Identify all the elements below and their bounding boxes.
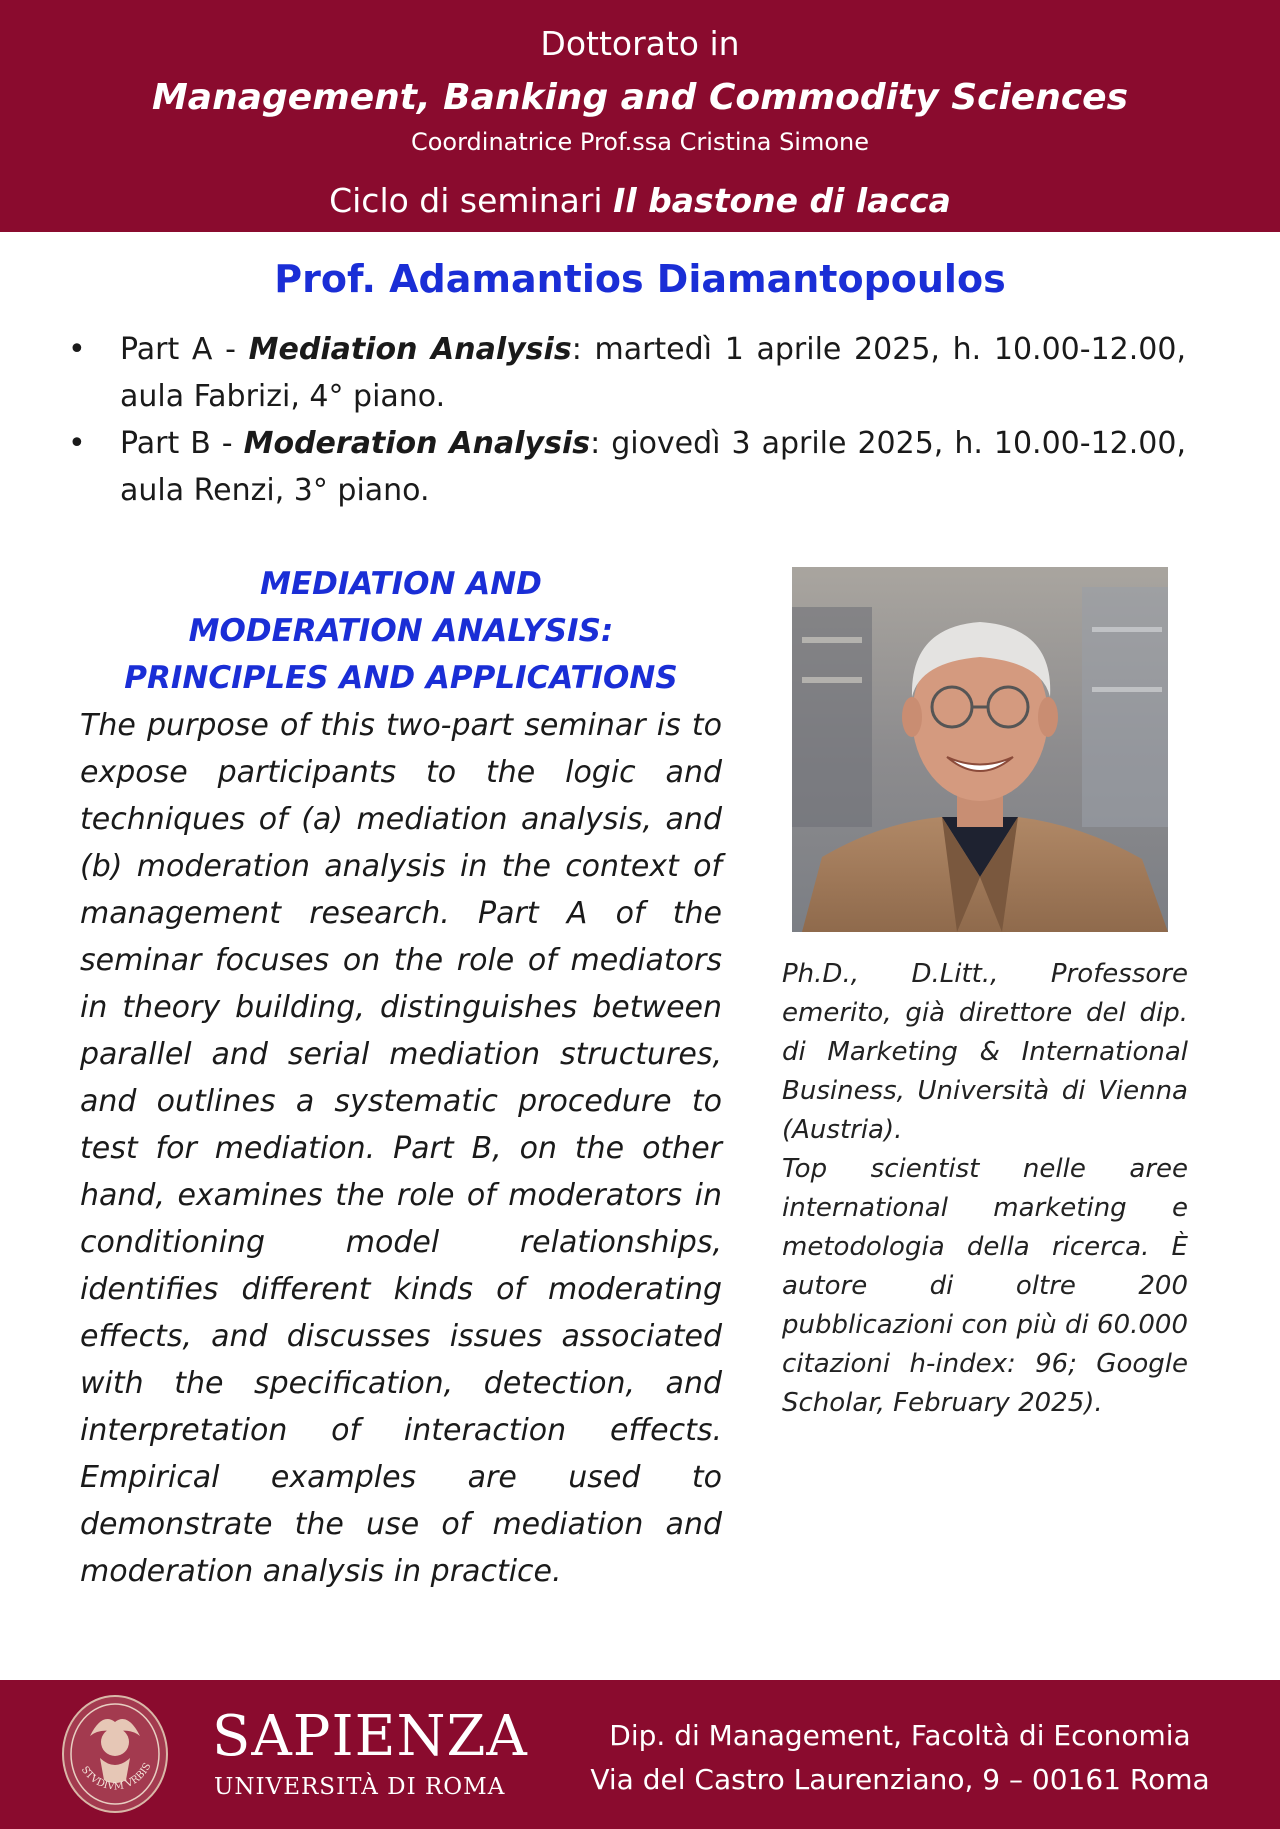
session-title: Mediation Analysis <box>248 332 572 367</box>
abstract-title-line: MEDIATION AND <box>260 566 542 602</box>
program-title: Management, Banking and Commodity Sciences <box>151 77 1129 118</box>
address <box>570 1714 1230 1802</box>
session-item <box>68 420 1186 514</box>
seal-motto: STVDIVM VRBIS <box>78 1761 154 1793</box>
speaker-name: Prof. Adamantios Diamantopoulos <box>274 257 1006 301</box>
brand-name: SAPIENZA <box>212 1704 528 1769</box>
abstract-title <box>80 561 722 702</box>
coordinator-line: Coordinatrice Prof.ssa Cristina Simone <box>410 128 870 156</box>
abstract-title-line: PRINCIPLES AND APPLICATIONS <box>124 660 678 696</box>
doctorate-label: Dottorato in <box>540 24 740 63</box>
session-item <box>68 326 1186 420</box>
bullet: • <box>68 332 86 367</box>
brand-subtitle: UNIVERSITÀ DI ROMA <box>214 1774 506 1800</box>
session-part: Part A - <box>120 332 249 367</box>
portrait-image <box>792 567 1168 932</box>
bullet: • <box>68 426 86 461</box>
session-title: Moderation Analysis <box>243 426 591 461</box>
abstract-body: The purpose of this two-part seminar is to expose participants to the logic and techniques of (a) mediation analysis, and (b) moderation analysis in the context of management research. Part A of the seminar focuses on the role of mediators in theory building, distinguishes between parallel and serial mediation structures, and outlines a systematic procedure to test for mediation. Part B, on the other hand, examines the role of moderators in conditioning model relationships, identifies different kinds of moderating effects, and discusses issues associated with the specification, detection, and interpretation of interaction effects. Empirical examples are used to demonstrate the use of mediation and moderation analysis in practice. <box>80 708 722 1589</box>
bio-paragraph: Ph.D., D.Litt., Professore emerito, già direttore del dip. di Marketing & International Business, Università di Vienna (Austria). <box>782 959 1188 1145</box>
bio-paragraph: Top scientist nelle aree international marketing e metodologia della ricerca. È autore di oltre 200 pubblicazioni con più di 60.000 citazioni h-index: 96; Google Scholar, February 2025). <box>782 1154 1188 1418</box>
speaker-bio <box>782 955 1188 1423</box>
session-part: Part B - <box>120 426 244 461</box>
sapienza-seal-icon <box>60 1692 170 1816</box>
series-name: Il bastone di lacca <box>613 181 951 220</box>
header-banner <box>0 0 1280 232</box>
session-details: : giovedì 3 aprile 2025, h. 10.00-12.00, aula Renzi, 3° piano. <box>120 426 1187 508</box>
seminar-series <box>0 178 1280 224</box>
speaker-photo <box>792 567 1168 932</box>
series-prefix: Ciclo di seminari <box>329 181 614 220</box>
seal-graphic <box>60 1692 170 1816</box>
address-line: Via del Castro Laurenziano, 9 – 00161 Roma <box>590 1763 1210 1796</box>
abstract-title-line: MODERATION ANALYSIS: <box>188 613 614 649</box>
session-details: : martedì 1 aprile 2025, h. 10.00-12.00, aula Fabrizi, 4° piano. <box>120 332 1186 414</box>
session-list <box>68 326 1186 514</box>
address-line: Dip. di Management, Facoltà di Economia <box>609 1719 1191 1752</box>
